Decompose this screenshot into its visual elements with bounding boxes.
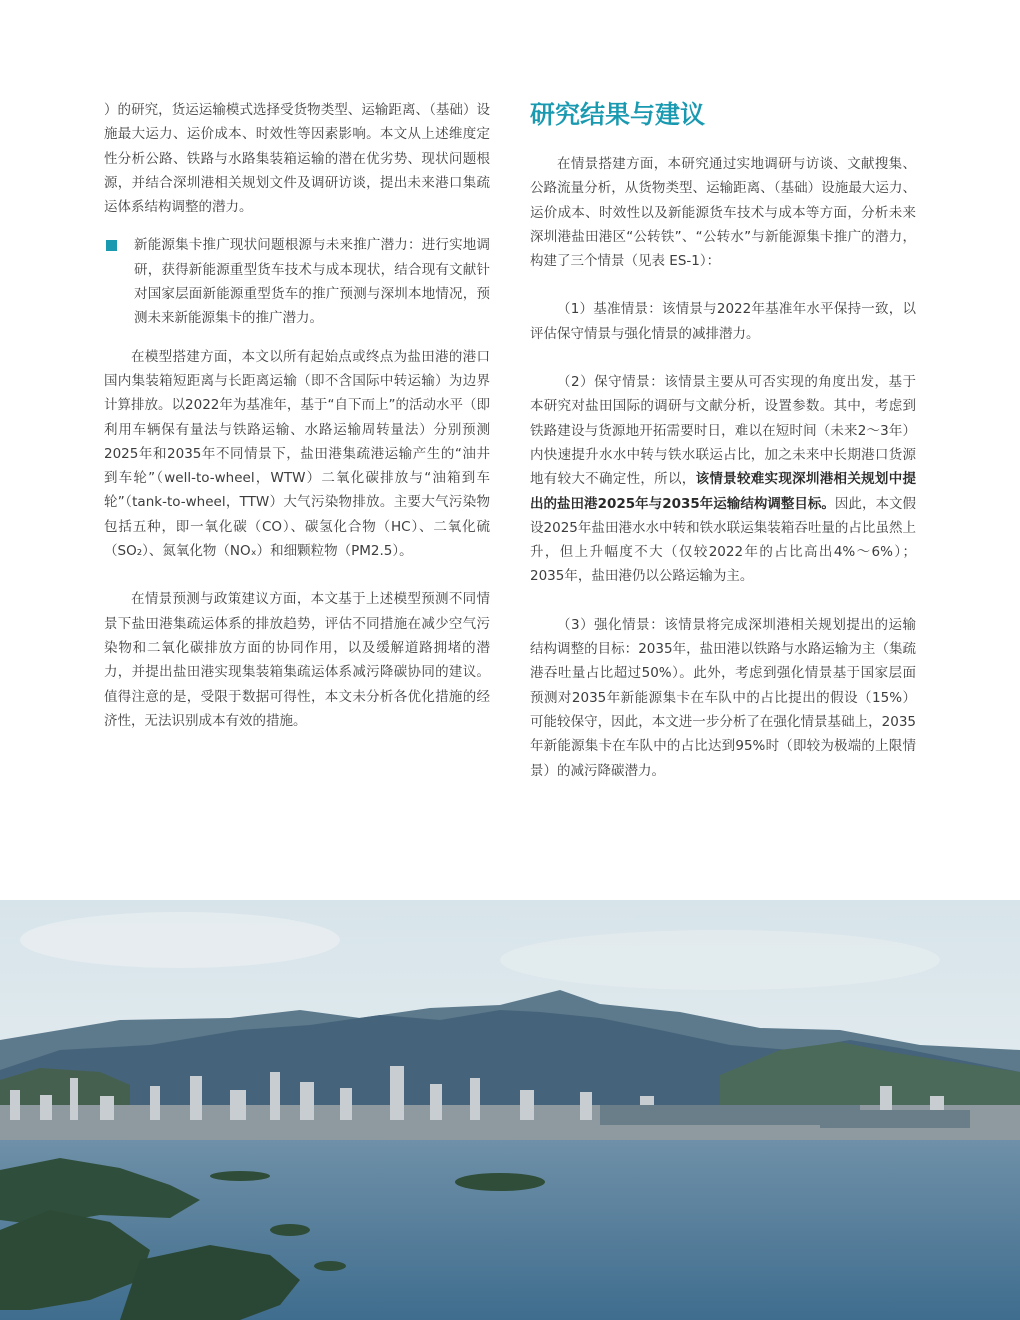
bullet-text: 新能源集卡推广现状问题根源与未来推广潜力：进行实地调研，获得新能源重型货车技术与成本现状，结合现有文献针对国家层面新能源重型货车的推广预测与深圳本地情况，预测未来新能源集卡的推广潜力。 xyxy=(134,237,490,327)
left-column xyxy=(104,98,490,733)
conservative-bold-text: 该情景较难实现深圳港相关规划中提出的盐田港2025年与2035年运输结构调整目标。 xyxy=(530,471,917,512)
port-landscape-photo xyxy=(0,900,1020,1320)
model-paragraph: 在模型搭建方面，本文以所有起始点或终点为盐田港的港口国内集装箱短距离与长距离运输（即不含国际中转运输）为边界计算排放。以2022年为基准年，基于“自下而上”的活动水平（即利用车辆保有量法与铁路运输、水路运输周转量法）分别预测2025年和2035年不同情景下，盐田港集疏港运输产生的“油井到车轮”（well-to-wheel，WTW）二氧化碳排放与“油箱到车轮”（tank-to-wheel，TTW）大气污染物排放。主要大气污染物包括五种，即一氧化碳（CO）、碳氢化合物（HC）、二氧化硫（SO₂）、氮氧化物（NOₓ）和细颗粒物（PM2.5）。 xyxy=(104,348,490,560)
section-title: 研究结果与建议 xyxy=(530,100,706,129)
scenario-intro-paragraph: 在情景搭建方面，本研究通过实地调研与访谈、文献搜集、公路流量分析，从货物类型、运输距离、（基础）设施最大运力、运价成本、时效性以及新能源货车技术与成本等方面，分析未来深圳港盐田港区“公转铁”、“公转水”与新能源集卡推广的潜力，构建了三个情景（见表 ES-1）： xyxy=(530,156,916,270)
bullet-paragraph xyxy=(104,233,490,330)
conservative-text-end: 因此，本文假设2025年盐田港水水中转和铁水联运集装箱吞吐量的占比虽然上升，但上升幅度不大（仅较2022年的占比高出4%～6%）；2035年，盐田港仍以公路运输为主。 xyxy=(530,495,916,585)
conservative-scenario-paragraph xyxy=(530,370,916,589)
forecast-paragraph: 在情景预测与政策建议方面，本文基于上述模型预测不同情景下盐田港集疏运体系的排放趋势，评估不同措施在减少空气污染物和二氧化碳排放方面的协同作用，以及缓解道路拥堵的潜力，并提出盐田港实现集装箱集疏运体系减污降碳协同的建议。值得注意的是，受限于数据可得性，本文未分析各优化措施的经济性，无法识别成本有效的措施。 xyxy=(104,591,490,729)
port-photo-illustration xyxy=(0,900,1020,1320)
right-column xyxy=(530,98,916,783)
enhanced-scenario-paragraph: （3）强化情景：该情景将完成深圳港相关规划提出的运输结构调整的目标：2035年，盐田港以铁路与水路运输为主（集疏港吞吐量占比超过50%）。此外，考虑到强化情景基于国家层面预测对2035年新能源集卡在车队中的占比提出的假设（15%）可能较保守，因此，本文进一步分析了在强化情景基础上，2035年新能源集卡在车队中的占比达到95%时（即较为极端的上限情景）的减污降碳潜力。 xyxy=(530,616,916,779)
intro-paragraph: ）的研究，货运运输模式选择受货物类型、运输距离、（基础）设施最大运力、运价成本、时效性等因素影响。本文从上述维度定性分析公路、铁路与水路集装箱运输的潜在优劣势、现状问题根源，并结合深圳港相关规划文件及调研访谈，提出未来港口集疏运体系结构调整的潜力。 xyxy=(104,102,490,216)
square-bullet-icon xyxy=(106,240,117,251)
conservative-text-start: （2）保守情景：该情景主要从可否实现的角度出发，基于本研究对盐田国际的调研与文献分析，设置参数。其中，考虑到铁路建设与货源地开拓需要时日，难以在短时间（未来2～3年）内快速提升水水中转与铁水联运占比，加之未来中长期港口货源地有较大不确定性，所以， xyxy=(530,374,916,488)
baseline-scenario-paragraph: （1）基准情景：该情景与2022年基准年水平保持一致，以评估保守情景与强化情景的减排潜力。 xyxy=(530,301,916,342)
